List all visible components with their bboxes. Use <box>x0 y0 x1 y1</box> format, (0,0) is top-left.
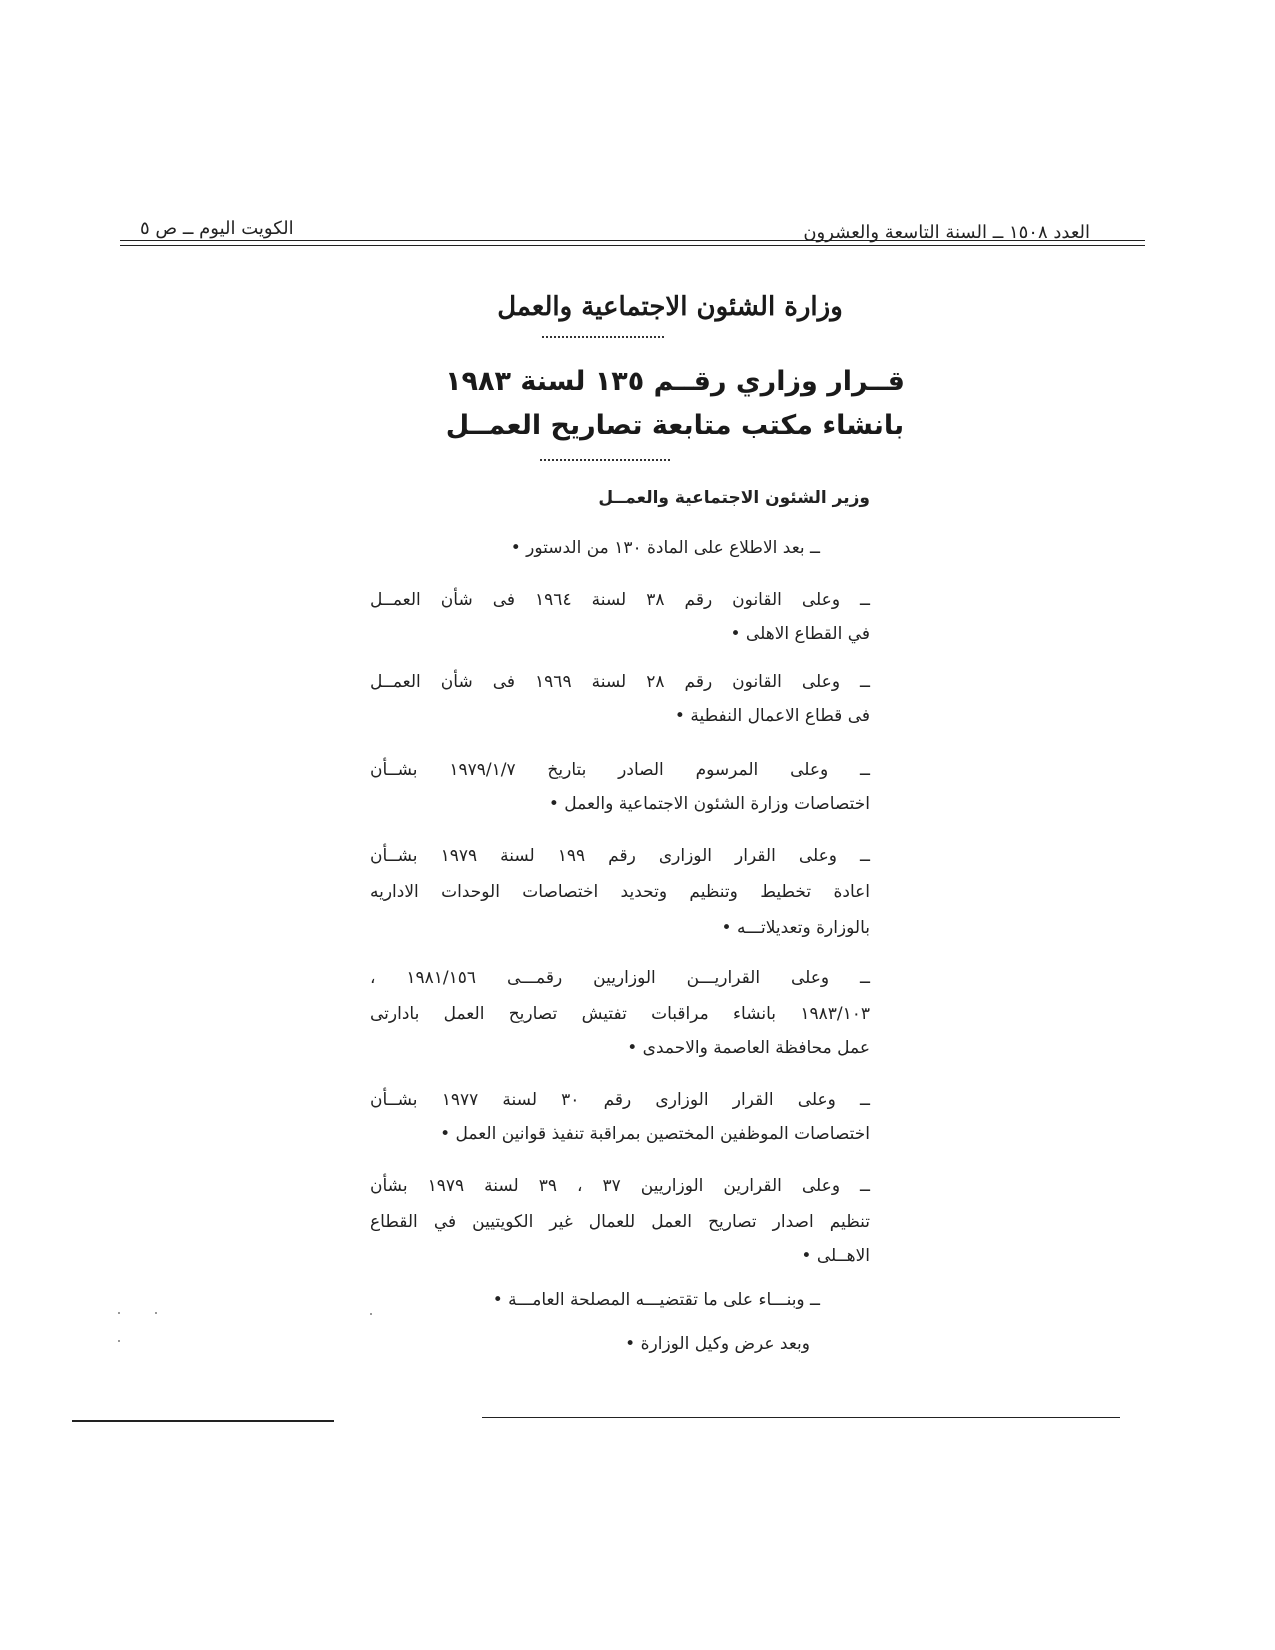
decision-body <box>370 0 880 1650</box>
recital-line: ــ وعلى المرسوم الصادر بتاريخ ١٩٧٩/١/٧ بشــأن <box>370 760 870 780</box>
recital-line: اختصاصات وزارة الشئون الاجتماعية والعمل • <box>548 794 870 814</box>
decision-subtitle: بانشاء مكتب متابعة تصاريح العمــل <box>445 410 905 441</box>
footer-rule-right <box>482 1417 1120 1418</box>
recital-line: ــ وعلى القرار الوزارى رقم ١٩٩ لسنة ١٩٧٩ بشــأن <box>370 846 870 866</box>
recital-line: ــ بعد الاطلاع على المادة ١٣٠ من الدستور • <box>510 538 820 558</box>
recital-line: اختصاصات الموظفين المختصين بمراقبة تنفيذ قوانين العمل • <box>440 1124 870 1144</box>
recital-line: بالوزارة وتعديلاتـــه • <box>721 918 870 938</box>
scan-speck <box>370 1313 372 1315</box>
scan-speck <box>118 1340 120 1342</box>
issue-line: العدد ١٥٠٨ ــ السنة التاسعة والعشرون <box>803 222 1090 243</box>
decision-title: قــرار وزاري رقــم ١٣٥ لسنة ١٩٨٣ <box>445 366 905 397</box>
recital-line: اعادة تخطيط وتنظيم وتحديد اختصاصات الوحدات الاداريه <box>370 882 870 902</box>
recital-line: عمل محافظة العاصمة والاحمدى • <box>627 1038 870 1058</box>
recital-line: ــ وعلى القانون رقم ٢٨ لسنة ١٩٦٩ فى شأن العمــل <box>370 672 871 692</box>
recital-line: ــ وعلى القرار الوزارى رقم ٣٠ لسنة ١٩٧٧ بشــأن <box>370 1090 870 1110</box>
ministry-title: وزارة الشئون الاجتماعية والعمل <box>497 292 843 322</box>
recital-line: ١٩٨٣/١٠٣ بانشاء مراقبات تفتيش تصاريح العمل بادارتى <box>370 1004 870 1024</box>
recital-line: تنظيم اصدار تصاريح العمل للعمال غير الكويتيين في القطاع <box>370 1212 870 1232</box>
scan-speck <box>155 1312 157 1314</box>
recital-line: ــ وعلى القانون رقم ٣٨ لسنة ١٩٦٤ فى شأن العمــل <box>370 590 871 610</box>
recital-line: وبعد عرض وكيل الوزارة • <box>625 1334 810 1354</box>
scan-speck <box>118 1312 120 1314</box>
recital-line: فى قطاع الاعمال النفطية • <box>674 706 870 726</box>
recital-line: ــ وعلى القرارين الوزاريين ٣٧ ، ٣٩ لسنة ١٩٧٩ بشأن <box>370 1176 871 1196</box>
page-line: الكويت اليوم ــ ص ٥ <box>140 218 294 239</box>
footer-rule-left <box>72 1420 334 1422</box>
recital-line: ــ وبنـــاء على ما تقتضيـــه المصلحة العامـــة • <box>492 1290 820 1310</box>
recital-line: ــ وعلى القراريـــن الوزاريين رقمـــى ١٩٨١/١٥٦ ، <box>370 968 870 988</box>
recital-line: الاهــلى • <box>801 1246 870 1266</box>
recital-line: في القطاع الاهلى • <box>730 624 870 644</box>
minister-line: وزير الشئون الاجتماعية والعمــل <box>598 488 870 508</box>
